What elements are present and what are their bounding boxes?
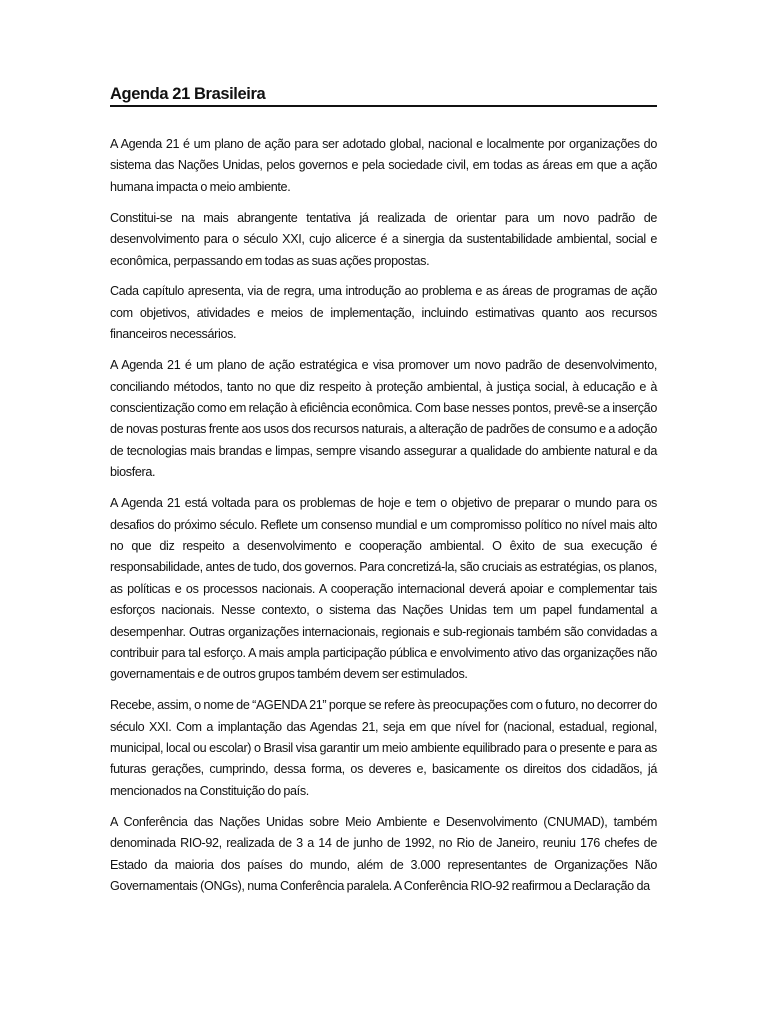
paragraph-2: Constitui-se na mais abrangente tentativa já realizada de orientar para um novo padrão de desenvolvimento para o século XXI, cujo alicerce é a sinergia da sustentabilidade ambiental, social e econômica, perpassando em todas as suas ações propostas. — [110, 210, 657, 268]
page-title-rule — [110, 84, 657, 107]
document-page — [110, 84, 657, 907]
paragraph-6: Recebe, assim, o nome de “AGENDA 21” porque se refere às preocupações com o futuro, no decorrer do século XXI. Com a implantação das Agendas 21, seja em que nível for (nacional, estadual, regional, municipal, local ou escolar) o Brasil visa garantir um meio ambiente equilibrado para o presente e para as futuras gerações, cumprindo, dessa forma, os deveres e, basicamente os direitos dos cidadãos, já mencionados na Constituição do país. — [110, 698, 657, 798]
paragraph-4: A Agenda 21 é um plano de ação estratégica e visa promover um novo padrão de desenvolvimento, conciliando métodos, tanto no que diz respeito à proteção ambiental, à justiça social, à educação e à conscientização como em relação à eficiência econômica. Com base nesses pontos, prevê-se a inserção de novas posturas frente aos usos dos recursos naturais, a alteração de padrões de consumo e a adoção de tecnologias mais brandas e limpas, sempre visando assegurar a qualidade do ambiente natural e da biosfera. — [110, 358, 657, 480]
paragraph-5: A Agenda 21 está voltada para os problemas de hoje e tem o objetivo de preparar o mundo para os desafios do próximo século. Reflete um consenso mundial e um compromisso político no nível mais alto no que diz respeito a desenvolvimento e cooperação ambiental. O êxito de sua execução é responsabilidade, antes de tudo, dos governos. Para concretizá-la, são cruciais as estratégias, os planos, as políticas e os processos nacionais. A cooperação internacional deverá apoiar e complementar tais esforços nacionais. Nesse contexto, o sistema das Nações Unidas tem um papel fundamental a desempenhar. Outras organizações internacionais, regionais e sub-regionais também são convidadas a contribuir para tal esforço. A mais ampla participação pública e envolvimento ativo das organizações não governamentais e de outros grupos também devem ser estimulados. — [110, 496, 657, 682]
paragraph-1: A Agenda 21 é um plano de ação para ser adotado global, nacional e localmente por organizações do sistema das Nações Unidas, pelos governos e pela sociedade civil, em todas as áreas em que a ação humana impacta o meio ambiente. — [110, 137, 657, 194]
paragraph-7: A Conferência das Nações Unidas sobre Meio Ambiente e Desenvolvimento (CNUMAD), também denominada RIO-92, realizada de 3 a 14 de junho de 1992, no Rio de Janeiro, reuniu 176 chefes de Estado da maioria dos países do mundo, além de 3.000 representantes de Organizações Não Governamentais (ONGs), numa Conferência paralela. A Conferência RIO-92 reafirmou a Declaração da — [110, 814, 657, 893]
page-title: Agenda 21 Brasileira — [110, 85, 266, 103]
paragraph-3: Cada capítulo apresenta, via de regra, uma introdução ao problema e as áreas de programas de ação com objetivos, atividades e meios de implementação, incluindo estimativas quanto aos recursos financeiros necessários. — [110, 284, 657, 342]
document-body — [110, 134, 657, 897]
